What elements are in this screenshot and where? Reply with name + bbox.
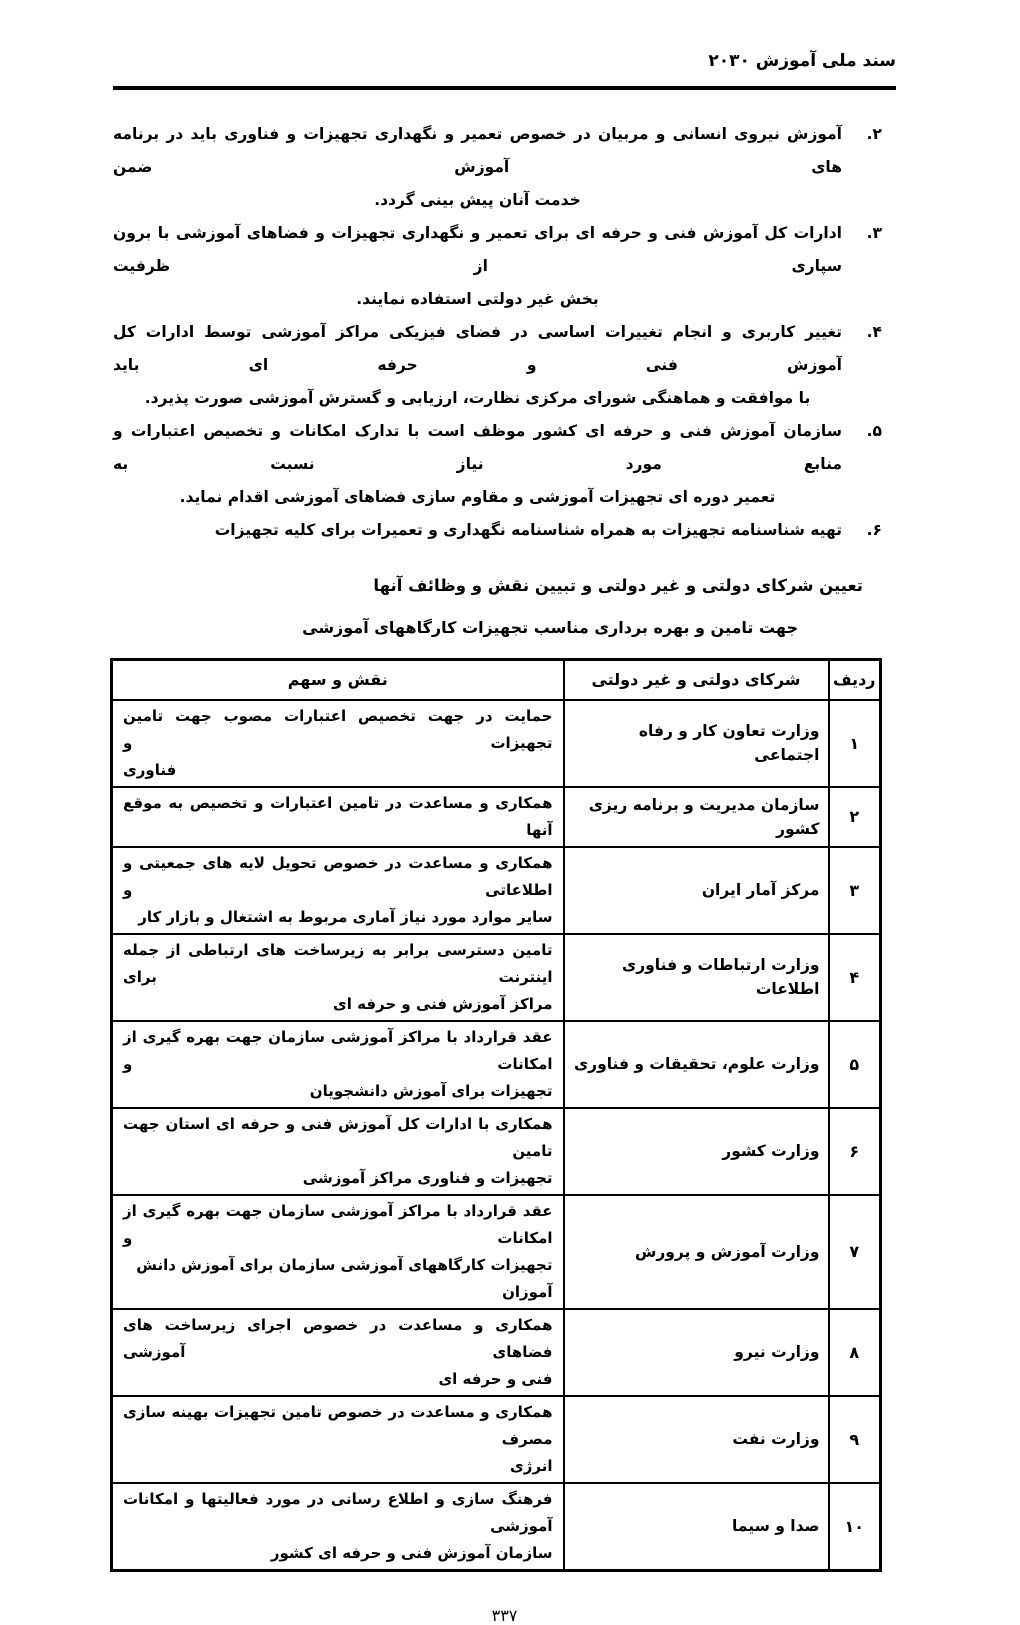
list-item-line: بخش غیر دولتی استفاده نمایند. bbox=[356, 290, 599, 308]
list-item-line: تهیه شناسنامه تجهیزات به همراه شناسنامه نگهداری و تعمیرات برای کلیه تجهیزات bbox=[214, 521, 842, 539]
role-line: تجهیزات برای آموزش دانشجویان bbox=[309, 1081, 553, 1100]
row-number-cell: ۹ bbox=[829, 1396, 881, 1483]
row-number-cell: ۶ bbox=[829, 1108, 881, 1195]
page-number: ۳۳۷ bbox=[491, 1605, 518, 1625]
list-item-number: ۳. bbox=[866, 224, 882, 242]
list-item bbox=[113, 415, 882, 514]
table-row bbox=[112, 1309, 881, 1396]
row-number-cell: ۲ bbox=[829, 787, 881, 847]
list-item-line: با موافقت و هماهنگی شورای مرکزی نظارت، ارزیابی و گسترش آموزشی صورت پذیرد. bbox=[144, 389, 811, 407]
partner-cell: سازمان مدیریت و برنامه ریزی کشور bbox=[564, 787, 829, 847]
role-cell bbox=[112, 847, 564, 934]
partner-cell: وزارت نیرو bbox=[564, 1309, 829, 1396]
partner-cell: وزارت کشور bbox=[564, 1108, 829, 1195]
list-item-line: خدمت آنان پیش بینی گردد. bbox=[374, 191, 581, 209]
partner-cell: وزارت آموزش و پرورش bbox=[564, 1195, 829, 1309]
list-item-number: ۶. bbox=[866, 521, 882, 539]
list-item bbox=[113, 217, 882, 316]
row-number-cell: ۳ bbox=[829, 847, 881, 934]
partner-cell: وزارت علوم، تحقیقات و فناوری bbox=[564, 1021, 829, 1108]
list-item-number: ۴. bbox=[866, 323, 882, 341]
role-cell bbox=[112, 1195, 564, 1309]
role-line: همکاری و مساعدت در خصوص اجرای زیرساخت های فضاهای آموزشی bbox=[123, 1315, 553, 1361]
role-line: تجهیزات کارگاههای آموزشی سازمان برای آموزش دانش آموزان bbox=[136, 1255, 553, 1301]
role-line: مراکز آموزش فنی و حرفه ای bbox=[333, 994, 553, 1013]
role-line: همکاری و مساعدت در خصوص تامین تجهیزات بهینه سازی مصرف bbox=[123, 1402, 553, 1448]
role-line: سایر موارد مورد نیاز آماری مربوط به اشتغال و بازار کار bbox=[138, 907, 553, 926]
role-line: همکاری با ادارات کل آموزش فنی و حرفه ای استان جهت تامین bbox=[123, 1114, 553, 1160]
table-row bbox=[112, 787, 881, 847]
list-item bbox=[113, 514, 882, 547]
list-item-number: ۲. bbox=[866, 125, 882, 143]
role-line: انرژی bbox=[510, 1456, 553, 1475]
partner-cell: وزارت تعاون کار و رفاه اجتماعی bbox=[564, 700, 829, 787]
table-row bbox=[112, 934, 881, 1021]
role-line: عقد قرارداد با مراکز آموزشی سازمان جهت بهره گیری از امکانات و bbox=[123, 1027, 553, 1073]
partners-table bbox=[110, 658, 882, 1572]
role-cell bbox=[112, 787, 564, 847]
section-subheading: جهت تامین و بهره برداری مناسب تجهیزات کارگاههای آموزشی bbox=[302, 618, 798, 637]
role-line: سازمان آموزش فنی و حرفه ای کشور bbox=[270, 1543, 553, 1562]
col-header-row-number: ردیف bbox=[829, 660, 881, 700]
role-cell bbox=[112, 934, 564, 1021]
col-header-role: نقش و سهم bbox=[112, 660, 564, 700]
list-item-line: ادارات کل آموزش فنی و حرفه ای برای تعمیر و نگهداری تجهیزات و فضاهای آموزشی با برون سپاری از ظرفیت bbox=[113, 224, 842, 275]
partner-cell: وزارت ارتباطات و فناوری اطلاعات bbox=[564, 934, 829, 1021]
page-header-title: سند ملی آموزش ۲۰۳۰ bbox=[708, 51, 896, 71]
row-number-cell: ۴ bbox=[829, 934, 881, 1021]
role-line: فناوری bbox=[123, 760, 177, 779]
section-heading: تعیین شرکای دولتی و غیر دولتی و تبیین نقش و وظائف آنها bbox=[373, 576, 863, 595]
role-line: همکاری و مساعدت در تامین اعتبارات و تخصیص به موقع آنها bbox=[123, 793, 553, 839]
row-number-cell: ۵ bbox=[829, 1021, 881, 1108]
role-line: همکاری و مساعدت در خصوص تحویل لایه های جمعیتی و اطلاعاتی و bbox=[123, 853, 553, 899]
list-item bbox=[113, 118, 882, 217]
list-item-line: تعمیر دوره ای تجهیزات آموزشی و مقاوم سازی فضاهای آموزشی اقدام نماید. bbox=[179, 488, 776, 506]
table-row bbox=[112, 847, 881, 934]
table-row bbox=[112, 1195, 881, 1309]
role-line: تجهیزات و فناوری مراکز آموزشی bbox=[302, 1168, 553, 1187]
role-cell bbox=[112, 1108, 564, 1195]
role-line: تامین دسترسی برابر به زیرساخت های ارتباطی از جمله اینترنت برای bbox=[123, 940, 553, 986]
role-cell bbox=[112, 1021, 564, 1108]
partner-cell: صدا و سیما bbox=[564, 1483, 829, 1571]
role-line: حمایت در جهت تخصیص اعتبارات مصوب جهت تامین تجهیزات و bbox=[123, 706, 553, 752]
row-number-cell: ۷ bbox=[829, 1195, 881, 1309]
col-header-partner: شرکای دولتی و غیر دولتی bbox=[564, 660, 829, 700]
table-row bbox=[112, 1483, 881, 1571]
row-number-cell: ۸ bbox=[829, 1309, 881, 1396]
list-item-number: ۵. bbox=[866, 422, 882, 440]
table-row bbox=[112, 1108, 881, 1195]
numbered-list bbox=[113, 118, 896, 547]
list-item bbox=[113, 316, 882, 415]
list-item-line: تغییر کاربری و انجام تغییرات اساسی در فضای فیزیکی مراکز آموزشی توسط ادارات کل آموزش فنی و حرفه ای باید bbox=[113, 323, 842, 374]
partner-cell: وزارت نفت bbox=[564, 1396, 829, 1483]
role-cell bbox=[112, 1483, 564, 1571]
row-number-cell: ۱ bbox=[829, 700, 881, 787]
role-cell bbox=[112, 1309, 564, 1396]
list-item-line: آموزش نیروی انسانی و مربیان در خصوص تعمیر و نگهداری تجهیزات و فناوری باید در برنامه های آموزش ضمن bbox=[113, 125, 842, 176]
role-cell bbox=[112, 1396, 564, 1483]
role-line: فنی و حرفه ای bbox=[438, 1369, 553, 1388]
table-row bbox=[112, 1021, 881, 1108]
row-number-cell: ۱۰ bbox=[829, 1483, 881, 1571]
table-header-row bbox=[112, 660, 881, 700]
list-item-line: سازمان آموزش فنی و حرفه ای کشور موظف است با تدارک امکانات و تخصیص اعتبارات و منابع مورد نیاز نسبت به bbox=[113, 422, 842, 473]
page-content bbox=[113, 0, 896, 1625]
partner-cell: مرکز آمار ایران bbox=[564, 847, 829, 934]
table-row bbox=[112, 700, 881, 787]
page-header bbox=[113, 48, 896, 90]
role-line: عقد قرارداد با مراکز آموزشی سازمان جهت بهره گیری از امکانات و bbox=[123, 1201, 553, 1247]
role-cell bbox=[112, 700, 564, 787]
table-row bbox=[112, 1396, 881, 1483]
role-line: فرهنگ سازی و اطلاع رسانی در مورد فعالیتها و امکانات آموزشی bbox=[123, 1489, 553, 1535]
